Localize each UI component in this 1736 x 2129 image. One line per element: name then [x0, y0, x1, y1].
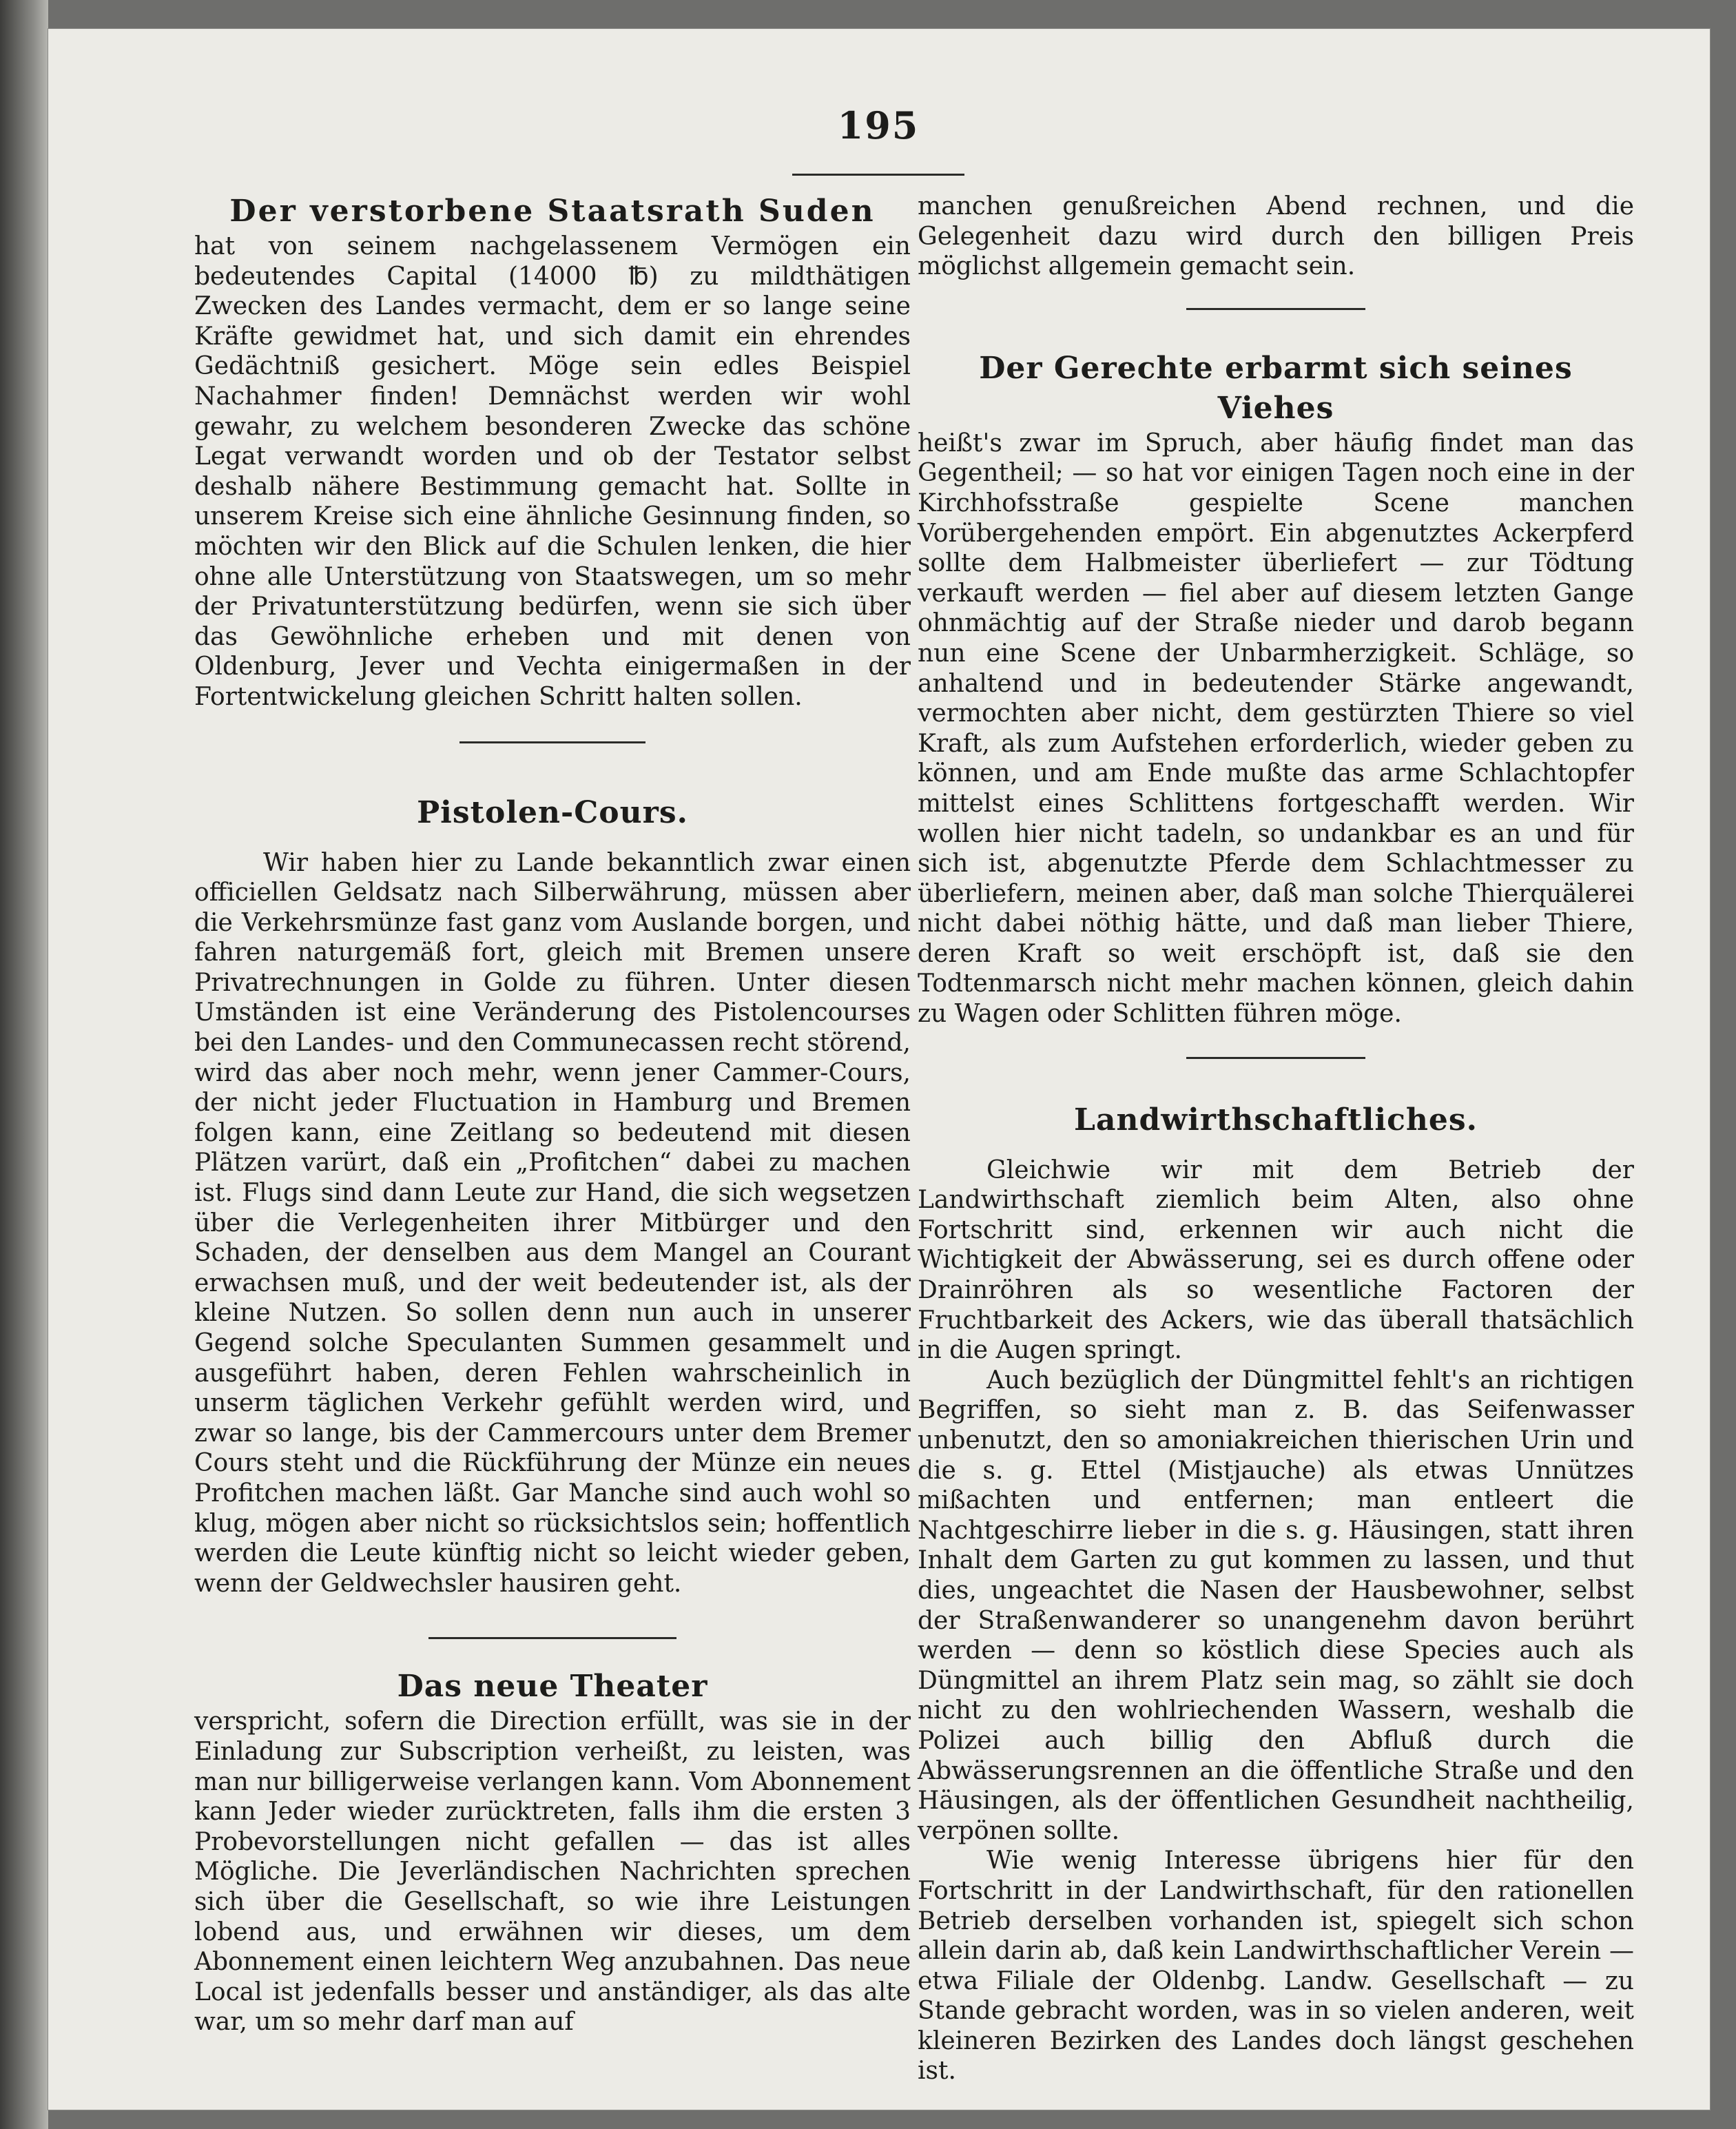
article-paragraph: manchen genußreichen Abend rechnen, und die Gelegenheit dazu wird durch den billigen Preis möglichst allgemein gemacht sein.	[918, 192, 1634, 281]
article-paragraph: Wir haben hier zu Lande bekanntlich zwar einen officiellen Geldsatz nach Silberwährung, müssen aber die Verkehrsmünze fast ganz vom Auslande borgen, und fahren naturgemäß fort, gleich mit Bremen unsere Privatrechnungen in Golde zu führen. Unter diesen Umständen ist eine Veränderung des Pistolencourses bei den Landes- und den Communecassen recht störend, wird das aber noch mehr, wenn jener Cammer-Cours, der nicht jeder Fluctuation in Hamburg und Bremen folgen kann, eine Zeitlang so bedeutend mit diesen Plätzen varürt, daß ein „Profitchen“ dabei zu machen ist. Flugs sind dann Leute zur Hand, die sich wegsetzen über die Verlegenheiten ihrer Mitbürger und den Schaden, der denselben aus dem Mangel an Courant erwachsen muß, und der weit bedeutender ist, als der kleine Nutzen. So sollen denn nun auch in unserer Gegend solche Speculanten Summen gesammelt und ausgeführt haben, deren Fehlen wahrscheinlich in unserm täglichen Verkehr gefühlt werden wird, und zwar so lange, bis der Cammercours unter dem Bremer Cours steht und die Rückführung der Münze ein neues Profitchen machen läßt. Gar Manche sind auch wohl so klug, mögen aber nicht so rücksichtslos sein; hoffentlich werden die Leute künftig nicht so leicht wieder geben, wenn der Geldwechsler hausiren geht.	[194, 848, 911, 1598]
right-column	[918, 192, 1634, 2110]
article-paragraph: verspricht, sofern die Direction erfüllt, was sie in der Einladung zur Subscription verheißt, zu leisten, was man nur billigerweise verlangen kann. Vom Abonnement kann Jeder wieder zurücktreten, falls ihm die ersten 3 Probevorstellungen nicht gefallen — das ist alles Mögliche. Die Jeverländischen Nachrichten sprechen sich über die Gesellschaft, so wie ihre Leistungen lobend aus, und erwähnen wir dieses, um dem Abonnement einen leichtern Weg anzubahnen. Das neue Local ist jedenfalls besser und anständiger, als das alte war, um so mehr darf man auf	[194, 1707, 911, 2037]
article-paragraph: Gleichwie wir mit dem Betrieb der Landwirthschaft ziemlich beim Alten, also ohne Fortschritt sind, erkennen wir auch nicht die Wichtigkeit der Abwässerung, sei es durch offene oder Drainröhren als so wesentliche Factoren der Fruchtbarkeit des Ackers, wie das überall thatsächlich in die Augen springt.	[918, 1155, 1634, 1365]
article-paragraph: Auch bezüglich der Düngmittel fehlt's an richtigen Begriffen, so sieht man z. B. das Seifenwasser unbenutzt, den so amoniakreichen thierischen Urin und die s. g. Ettel (Mistjauche) als etwas Unnützes mißachten und entfernen; man entleert die Nachtgeschirre lieber in die s. g. Häusingen, statt ihren Inhalt dem Garten zu gut kommen zu lassen, und thut dies, ungeachtet die Nasen der Hausbewohner, selbst der Straßenwanderer so unangenehm davon berührt werden — denn so köstlich diese Species auch als Düngmittel an ihrem Platz sein mag, so zählt sie doch nicht zu den wohlriechenden Wassern, weshalb die Polizei auch billig den Abfluß durch die Abwässerungsrennen an die öffentliche Straße und den Häusingen, als der öffentlichen Gesundheit nachtheilig, verpönen sollte.	[918, 1366, 1634, 1845]
article-paragraph: Wie wenig Interesse übrigens hier für den Fortschritt in der Landwirthschaft, für den rationellen Betrieb derselben vorhanden ist, spiegelt sich schon allein darin ab, daß kein Landwirthschaftlicher Verein — etwa Filiale der Oldenbg. Landw. Gesellschaft — zu Stande gebracht worden, was in so vielen anderen, weit kleineren Bezirken des Landes doch längst geschehen ist.	[918, 1847, 1634, 2086]
article-divider	[1186, 308, 1365, 310]
page-number: 195	[837, 103, 920, 147]
article-title-pistolen-cours: Pistolen-Cours.	[417, 794, 688, 830]
article-paragraph: heißt's zwar im Spruch, aber häufig findet man das Gegentheil; — so hat vor einigen Tagen noch eine in der Kirchhofsstraße gespielte Scene manchen Vorübergehenden empört. Ein abgenutztes Ackerpferd sollte dem Halbmeister überliefert — zur Tödtung verkauft werden — fiel aber auf diesem letzten Gange ohnmächtig auf der Straße nieder und darob begann nun eine Scene der Unbarmherzigkeit. Schläge, so anhaltend und in bedeutender Stärke angewandt, vermochten aber nicht, dem gestürzten Thiere so viel Kraft, als zum Aufstehen erforderlich, wieder geben zu können, und am Ende mußte das arme Schlachtopfer mittelst eines Schlittens fortgeschafft werden. Wir wollen hier nicht tadeln, so undankbar es an und für sich ist, abgenutzte Pferde dem Schlachtmesser zu überliefern, meinen aber, daß man solche Thierquälerei nicht dabei nöthig hätte, und daß man lieber Thiere, deren Kraft so weit erschöpft ist, daß sie den Todtenmarsch nicht mehr machen können, gleich dahin zu Wagen oder Schlitten führen möge.	[918, 429, 1634, 1029]
article-paragraph: hat von seinem nachgelassenem Vermögen ein bedeutendes Capital (14000 ℔) zu mildthätigen Zwecken des Landes vermacht, dem er so lange seine Kräfte gewidmet hat, und sich damit ein ehrendes Gedächtniß gesichert. Möge sein edles Beispiel Nachahmer finden! Demnächst werden wir wohl gewahr, zu welchem besonderen Zwecke das schöne Legat verwandt worden und ob der Testator selbst deshalb nähere Bestimmung gemacht hat. Sollte in unserem Kreise sich eine ähnliche Gesinnung finden, so möchten wir den Blick auf die Schulen lenken, die hier ohne alle Unterstützung von Staatswegen, um so mehr der Privatunterstützung bedürfen, wenn sie sich über das Gewöhnliche erheben und mit denen von Oldenburg, Jever und Vechta einigermaßen in der Fortentwickelung gleichen Schritt halten sollen.	[194, 232, 911, 711]
newspaper-page	[48, 29, 1710, 2110]
article-title-landwirthschaftliches: Landwirthschaftliches.	[1074, 1102, 1478, 1138]
article-divider	[428, 1637, 676, 1639]
article-title-der-gerechte: Der Gerechte erbarmt sich seines Viehes	[979, 350, 1573, 426]
article-title-staatsrath-suden: Der verstorbene Staatsrath Suden	[229, 194, 876, 229]
article-divider	[1186, 1057, 1365, 1059]
left-column	[194, 192, 911, 2037]
page-number-rule	[792, 174, 964, 176]
article-divider	[459, 741, 645, 743]
article-title-das-neue-theater: Das neue Theater	[397, 1669, 708, 1705]
binding-edge	[0, 0, 48, 2129]
